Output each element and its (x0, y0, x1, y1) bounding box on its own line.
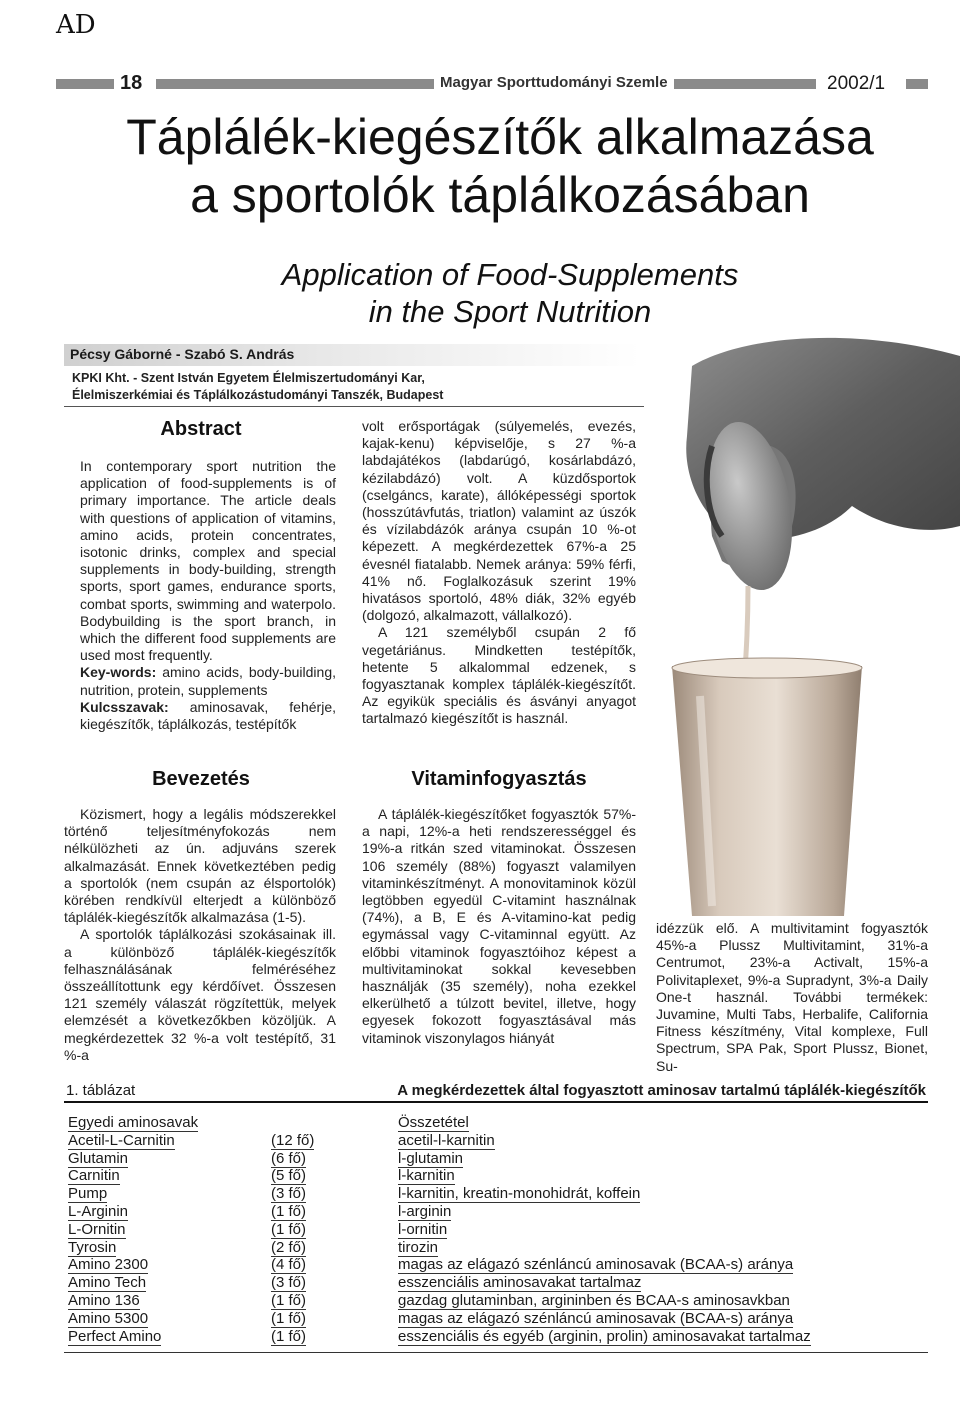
consumer-count: (1 fő) (271, 1291, 307, 1309)
supplement-name: Glutamin (68, 1149, 129, 1167)
table-row (68, 1221, 928, 1239)
middle-p1: volt erősportágak (súlyemelés, evezés, kajak-kenu) képviselője, s 27 %-a labdajátékos (labdarúgó, kosárlabdázó, kézilabdázó) volt. A küzdősportok (cselgáncs, karate), állóképességi sportok (hosszútávfutás, triatlon) valamint az úszók és vízilabdázók aránya csupán 10 %-ot képezett. A megkérdezettek 67%-a 25 évesnél fiatalabb. Nemek aránya: 59% férfi, 41% nő. Foglalkozásuk szerint 19% hivatásos sportoló, 48% diák, 32% egyéb (dolgozó, alkalmazott, vállalkozó). (362, 418, 636, 624)
table-row (68, 1274, 928, 1292)
table-header-col3: Összetétel (398, 1114, 469, 1131)
table-row (68, 1310, 928, 1328)
table-bottom-rule (64, 1352, 928, 1353)
composition: l-karnitin, kreatin-monohidrát, koffein (398, 1185, 641, 1203)
consumer-count: (3 fő) (271, 1274, 307, 1292)
title-line-2: a sportolók táplálkozásában (190, 167, 810, 223)
table-header-col1: Egyedi aminosavak (68, 1114, 199, 1131)
composition: magas az elágazó szénláncú aminosavak (BCAA-s) aránya (398, 1256, 794, 1274)
affiliation-line-1: KPKI Kht. - Szent István Egyetem Élelmiszertudományi Kar, (72, 371, 425, 385)
middle-p2: A 121 személyből csupán 2 fő vegetáriánus. Mindketten testépítők, hetente 5 alkalommal edzenek, s fogyasztanak komplex táplálék-kiegészítőt. Az egyikük speciális és ásványi anyagot tartalmazó kiegészítőt is használ. (362, 624, 636, 727)
running-header (56, 72, 928, 96)
journal-name: Magyar Sporttudományi Szemle (434, 74, 674, 91)
composition: l-glutamin (398, 1149, 464, 1167)
middle-p3: A táplálék-kiegészítőket fogyasztók 57%-a napi, 12%-a heti rendszerességgel és 19%-a ritkán szed vitaminokat. Összesen 106 személy (88%) fogyaszt valamilyen vitaminkészítményt. A monovitaminok közül legtöbben egyedül C-vitamint használnak (74%), a B, E és A-vitamino-kat pedig egymással vagy C-vitaminnal együtt. Az előbbi vitaminok fogyasztóihoz képest a multivitaminokat sokkal kevesebben használják (35 személy), noha ezekkel elkerülhető a túlzott bevitel, illetve, hogy egyesek fokozott fogyasztásával más vitaminok viszonylagos hiányát (362, 806, 636, 1046)
affiliation-line-2: Élelmiszerkémiai és Táplálkozástudományi Tanszék, Budapest (72, 388, 444, 402)
subtitle-line-2: in the Sport Nutrition (368, 294, 652, 329)
authors: Pécsy Gáborné - Szabó S. András (70, 346, 295, 362)
consumer-count: (1 fő) (271, 1309, 307, 1327)
supplement-name: Perfect Amino (68, 1327, 162, 1345)
abstract-heading: Abstract (160, 418, 242, 440)
composition: magas az elágazó szénláncú aminosavak (BCAA-s) aránya (398, 1309, 794, 1327)
kulcsszavak (80, 699, 336, 733)
consumer-count: (5 fő) (271, 1167, 307, 1185)
bevezetes-body (64, 806, 336, 1064)
title-line-1: Táplálék-kiegészítők alkalmazása (126, 109, 874, 165)
vitamin-heading: Vitaminfogyasztás (411, 768, 587, 790)
consumer-count: (2 fő) (271, 1238, 307, 1256)
issue-number: 2002/1 (821, 73, 891, 95)
header-bar-left (56, 79, 114, 89)
subtitle-line-1: Application of Food-Supplements (281, 257, 739, 292)
right-body (656, 920, 928, 1075)
consumer-count: (12 fő) (271, 1131, 315, 1149)
kulcsszavak-text: aminosavak, fehérje, kiegészítők, táplálkozás, testépítők (80, 698, 336, 733)
composition: esszenciális és egyéb (arginin, prolin) aminosavakat tartalmaz (398, 1327, 811, 1345)
supplement-name: Amino 136 (68, 1291, 140, 1309)
page-number: 18 (114, 72, 148, 95)
table-row (68, 1203, 928, 1221)
keywords-text: amino acids, body-building, nutrition, protein, supplements (80, 664, 336, 698)
table-row (68, 1185, 928, 1203)
composition: l-arginin (398, 1202, 452, 1220)
consumer-count: (3 fő) (271, 1185, 307, 1203)
affiliation-divider (64, 406, 644, 407)
bevezetes-p2: A sportolók táplálkozási szokásainak ill. a különböző táplálék-kiegészítők felhasználásának felméréséhez összeállítottunk egy kérdőívet. Összesen 121 személy válaszát rögzítettük, melyek elemzését a következőkben közöljük. A megkérdezettek 32 %-a volt testépítő, 31 %-a (64, 926, 336, 1063)
composition: acetil-l-karnitin (398, 1131, 495, 1149)
composition: l-ornitin (398, 1220, 448, 1238)
composition: l-karnitin (398, 1167, 455, 1185)
supplement-name: L-Arginin (68, 1202, 129, 1220)
kulcsszavak-label: Kulcsszavak: (80, 698, 169, 715)
supplement-name: Carnitin (68, 1167, 120, 1185)
affiliation (72, 370, 642, 404)
consumer-count: (6 fő) (271, 1149, 307, 1167)
supplement-name: Tyrosin (68, 1238, 117, 1256)
table-row (68, 1292, 928, 1310)
article-subtitle (230, 256, 790, 330)
right-p1: idézzük elő. A multivitamint fogyasztók 45%-a Plussz Multivitamint, 31%-a Centrumot, 23%-a Activalt, 15%-a Polivitaplexet, 9%-a Supradynt, 3%-a Daily One-t használ. További termékek: Juvamine, Multi Tabs, Herbalife, California Fitness készítmény, Vital komplexe, Full Spectrum, SPA Pak, Sport Plussz, Bionet, Su- (656, 920, 928, 1074)
article-title (60, 108, 940, 224)
supplement-name: Amino Tech (68, 1274, 147, 1292)
table-top-rule (64, 1101, 928, 1103)
table-row (68, 1239, 928, 1257)
table-row (68, 1167, 928, 1185)
middle-body-top (362, 418, 636, 728)
consumer-count: (1 fő) (271, 1220, 307, 1238)
abstract-text: In contemporary sport nutrition the application of food-supplements is of primary importance. The article deals with questions of application of vitamins, amino acids, protein concentrates, isotonic drinks, complex and special supplements in body-building, strength sports, sport games, endurance sports, combat sports, swimming and waterpolo. Bodybuilding is the sport branch, in which the different food supplements are used most frequently. (80, 458, 336, 664)
consumer-count: (1 fő) (271, 1327, 307, 1345)
bevezetes-p1: Közismert, hogy a legális módszerekkel történő teljesítményfokozás nem nélkülözheti az ún. adjuváns szerek alkalmazását. Ennek következtében pedig a sportolók (nem csupán az élsportolók) körében rendkívül elterjedt a különböző táplálék-kiegészítők alkalmazása (1-5). (64, 806, 336, 926)
table-row (68, 1256, 928, 1274)
middle-body-bottom (362, 806, 636, 1047)
juice-photo (652, 336, 960, 916)
table-header-row (68, 1114, 928, 1132)
supplement-name: Amino 2300 (68, 1256, 149, 1274)
table-row (68, 1132, 928, 1150)
consumer-count: (4 fő) (271, 1256, 307, 1274)
keywords-label: Key-words: (80, 664, 157, 681)
supplement-name: Acetil-L-Carnitin (68, 1131, 175, 1149)
table-label: 1. táblázat (66, 1082, 136, 1099)
juice-illustration (652, 336, 960, 916)
header-bar-right (906, 79, 928, 89)
keywords (80, 664, 336, 698)
composition: gazdag glutaminban, argininben és BCAA-s aminosavkban (398, 1291, 790, 1309)
consumer-count: (1 fő) (271, 1202, 307, 1220)
table-row (68, 1328, 928, 1346)
bevezetes-heading: Bevezetés (152, 768, 250, 790)
handwritten-note: AD (56, 10, 96, 40)
table-row (68, 1150, 928, 1168)
supplement-table (68, 1114, 928, 1345)
composition: esszenciális aminosavakat tartalmaz (398, 1274, 642, 1292)
composition: tirozin (398, 1238, 439, 1256)
supplement-name: L-Ornitin (68, 1220, 126, 1238)
abstract-body (80, 458, 336, 733)
table-caption: A megkérdezettek által fogyasztott aminosav tartalmú táplálék-kiegészítők (397, 1082, 926, 1099)
supplement-name: Amino 5300 (68, 1309, 149, 1327)
supplement-name: Pump (68, 1185, 108, 1203)
